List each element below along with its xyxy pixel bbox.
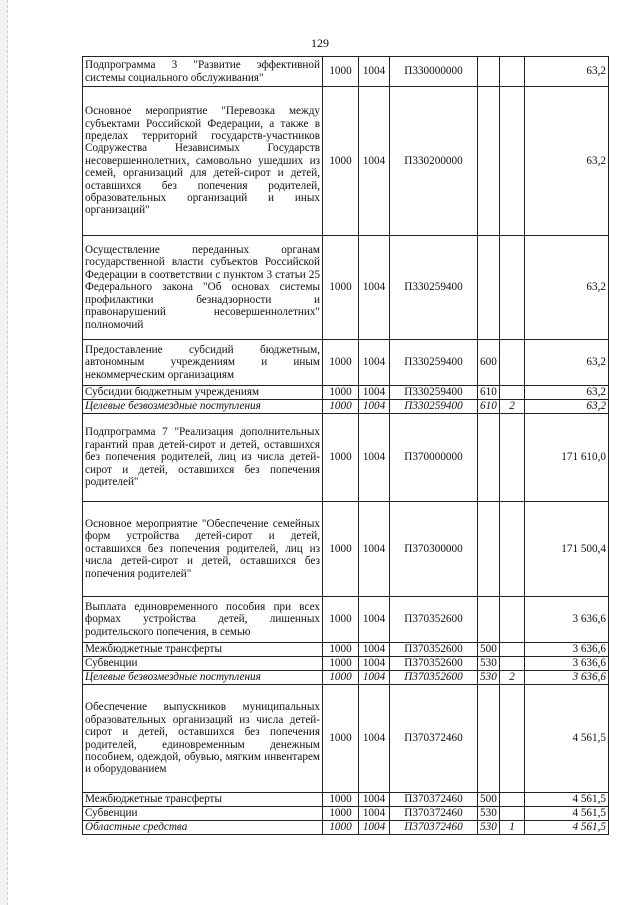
row-subsection: 1004 [359,502,390,597]
row-target-article: П330259400 [390,236,478,340]
table-row [83,671,609,685]
row-name: Межбюджетные трансферты [83,793,323,807]
row-amount: 3 636,6 [525,643,609,657]
row-funding-source [500,597,525,643]
row-funding-source [500,643,525,657]
row-funding-source: 1 [500,821,525,835]
row-name: Основное мероприятие "Перевозка между субъектами Российской Федерации, а также в пределах территорий государств-участников Содружества Независимых Государств несовершеннолетних, самовольно ушедших из семей, организаций для детей-сирот и детей, оставшихся без попечения родителей, образовательных организаций и иных организаций" [83,87,323,236]
row-target-article: П370352600 [390,671,478,685]
row-target-article: П330259400 [390,340,478,386]
row-amount: 171 610,0 [525,414,609,502]
table-row [83,502,609,597]
row-funding-source [500,657,525,671]
row-target-article: П370372460 [390,793,478,807]
row-amount: 3 636,6 [525,597,609,643]
row-section: 1000 [323,807,359,821]
table-row [83,236,609,340]
row-amount: 63,2 [525,87,609,236]
row-funding-source [500,57,525,87]
row-subsection: 1004 [359,340,390,386]
row-expense-type [478,597,500,643]
row-name: Подпрограмма 3 "Развитие эффективной системы социального обслуживания" [83,57,323,87]
row-target-article: П370372460 [390,685,478,793]
row-expense-type: 500 [478,643,500,657]
row-funding-source [500,236,525,340]
table-row [83,597,609,643]
table-row [83,685,609,793]
row-subsection: 1004 [359,597,390,643]
row-target-article: П330200000 [390,87,478,236]
row-amount: 171 500,4 [525,502,609,597]
row-name: Обеспечение выпускников муниципальных образовательных организаций из числа детей-сирот и детей, оставшихся без попечения родителей, единовременным денежным пособием, одеждой, обувью, мягким инвентарем и оборудованием [83,685,323,793]
row-name: Предоставление субсидий бюджетным, автономным учреждениям и иным некоммерческим организациям [83,340,323,386]
row-subsection: 1004 [359,671,390,685]
row-section: 1000 [323,685,359,793]
row-target-article: П330259400 [390,386,478,400]
row-section: 1000 [323,821,359,835]
row-section: 1000 [323,597,359,643]
row-amount: 4 561,5 [525,793,609,807]
table-row [83,643,609,657]
row-subsection: 1004 [359,643,390,657]
row-expense-type: 600 [478,340,500,386]
row-subsection: 1004 [359,414,390,502]
row-section: 1000 [323,236,359,340]
row-section: 1000 [323,57,359,87]
row-funding-source [500,793,525,807]
row-target-article: П370372460 [390,821,478,835]
row-funding-source [500,87,525,236]
row-expense-type: 530 [478,807,500,821]
row-subsection: 1004 [359,87,390,236]
row-amount: 4 561,5 [525,821,609,835]
row-amount: 4 561,5 [525,807,609,821]
row-name: Областные средства [83,821,323,835]
table-row [83,400,609,414]
row-target-article: П370352600 [390,643,478,657]
row-section: 1000 [323,502,359,597]
row-funding-source: 2 [500,671,525,685]
row-expense-type: 530 [478,657,500,671]
table-row [83,340,609,386]
row-name: Выплата единовременного пособия при всех формах устройства детей, лишенных родительского попечения, в семью [83,597,323,643]
row-section: 1000 [323,793,359,807]
row-funding-source [500,386,525,400]
row-section: 1000 [323,671,359,685]
scan-edge [0,0,8,905]
row-name: Целевые безвозмездные поступления [83,671,323,685]
row-name: Межбюджетные трансферты [83,643,323,657]
row-section: 1000 [323,87,359,236]
row-subsection: 1004 [359,807,390,821]
row-name: Осуществление переданных органам государственной власти субъектов Российской Федерации в соответствии с пунктом 3 статьи 25 Федерального закона "Об основах системы профилактики безнадзорности и правонарушений несовершеннолетних" полномочий [83,236,323,340]
row-name: Основное мероприятие "Обеспечение семейных форм устройства детей-сирот и детей, оставшихся без попечения родителей, лиц из числа детей-сирот и детей, оставшихся без попечения родителей" [83,502,323,597]
row-section: 1000 [323,400,359,414]
row-funding-source: 2 [500,400,525,414]
row-subsection: 1004 [359,793,390,807]
row-expense-type [478,236,500,340]
table-row [83,57,609,87]
row-funding-source [500,414,525,502]
row-expense-type: 610 [478,386,500,400]
row-amount: 3 636,6 [525,671,609,685]
row-amount: 63,2 [525,340,609,386]
table-row [83,87,609,236]
table-row [83,657,609,671]
row-expense-type [478,87,500,236]
row-amount: 63,2 [525,236,609,340]
table-row [83,793,609,807]
row-target-article: П370000000 [390,414,478,502]
row-subsection: 1004 [359,386,390,400]
row-section: 1000 [323,386,359,400]
row-expense-type: 530 [478,671,500,685]
row-expense-type [478,502,500,597]
row-subsection: 1004 [359,821,390,835]
row-expense-type: 500 [478,793,500,807]
row-expense-type: 610 [478,400,500,414]
row-section: 1000 [323,340,359,386]
row-amount: 3 636,6 [525,657,609,671]
row-target-article: П370352600 [390,597,478,643]
table-row [83,821,609,835]
row-funding-source [500,807,525,821]
row-amount: 4 561,5 [525,685,609,793]
page-number: 129 [311,36,329,50]
row-subsection: 1004 [359,685,390,793]
row-target-article: П330000000 [390,57,478,87]
row-section: 1000 [323,414,359,502]
row-amount: 63,2 [525,386,609,400]
row-amount: 63,2 [525,57,609,87]
row-section: 1000 [323,643,359,657]
row-funding-source [500,685,525,793]
row-subsection: 1004 [359,236,390,340]
row-target-article: П370300000 [390,502,478,597]
budget-table [82,56,609,835]
row-expense-type [478,685,500,793]
row-subsection: 1004 [359,657,390,671]
row-section: 1000 [323,657,359,671]
row-name: Субвенции [83,807,323,821]
row-funding-source [500,502,525,597]
row-expense-type [478,57,500,87]
row-expense-type: 530 [478,821,500,835]
row-name: Подпрограмма 7 "Реализация дополнительных гарантий прав детей-сирот и детей, оставшихся без попечения родителей, лиц из числа детей-сирот и детей, оставшихся без попечения родителей" [83,414,323,502]
row-subsection: 1004 [359,57,390,87]
row-amount: 63,2 [525,400,609,414]
table-row [83,807,609,821]
row-target-article: П330259400 [390,400,478,414]
row-name: Целевые безвозмездные поступления [83,400,323,414]
table-row [83,414,609,502]
row-subsection: 1004 [359,400,390,414]
row-target-article: П370372460 [390,807,478,821]
row-funding-source [500,340,525,386]
row-name: Субвенции [83,657,323,671]
row-name: Субсидии бюджетным учреждениям [83,386,323,400]
row-target-article: П370352600 [390,657,478,671]
table-row [83,386,609,400]
row-expense-type [478,414,500,502]
